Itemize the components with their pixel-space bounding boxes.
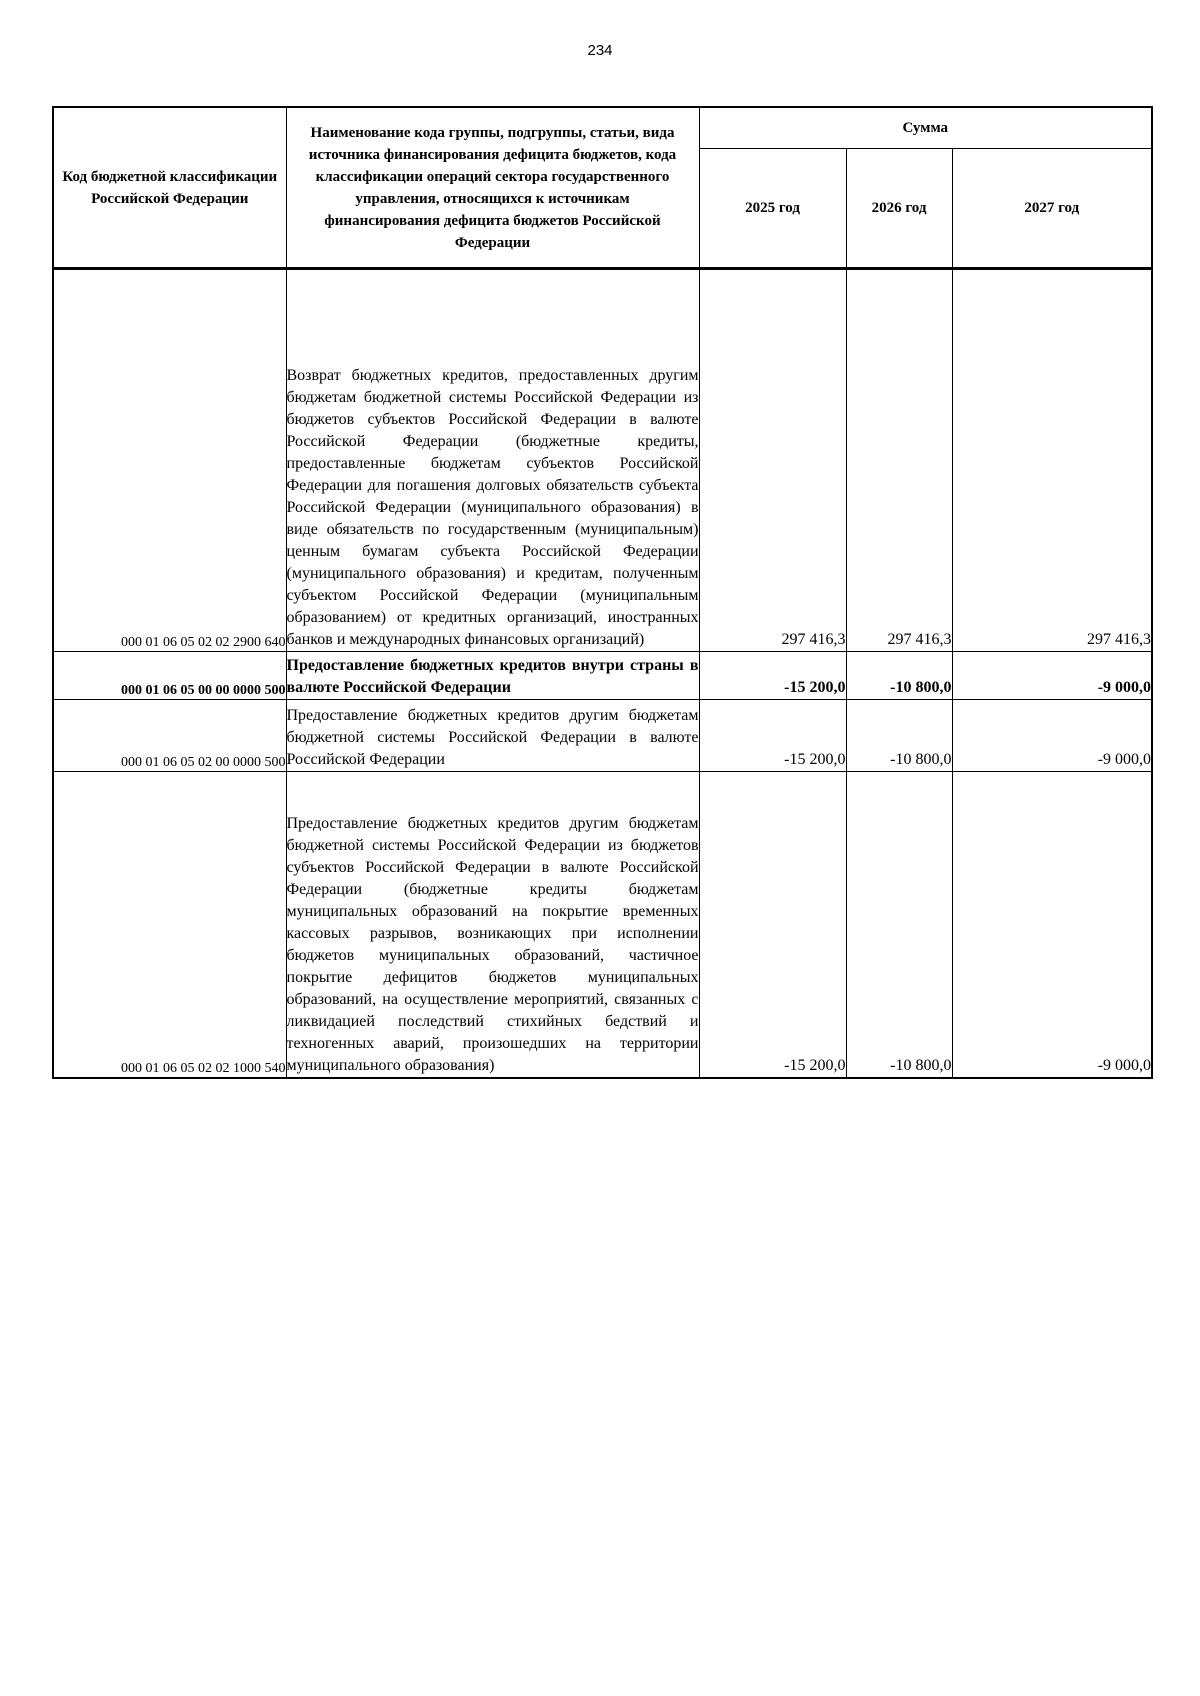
row-code: 000 01 06 05 02 02 1000 540 bbox=[53, 772, 286, 1078]
header-sum: Сумма bbox=[699, 107, 1152, 149]
row-description: Предоставление бюджетных кредитов другим бюджетам бюджетной системы Российской Федерации в валюте Российской Федерации bbox=[286, 700, 699, 772]
row-description: Предоставление бюджетных кредитов внутри страны в валюте Российской Федерации bbox=[286, 652, 699, 700]
row-code: 000 01 06 05 00 00 0000 500 bbox=[53, 652, 286, 700]
header-name: Наименование кода группы, подгруппы, статьи, вида источника финансирования дефицита бюджетов, кода классификации операций сектора государственного управления, относящихся к источникам финансирования дефицита бюджетов Российской Федерации bbox=[286, 107, 699, 269]
row-value-2025: -15 200,0 bbox=[699, 652, 846, 700]
row-description: Предоставление бюджетных кредитов другим бюджетам бюджетной системы Российской Федерации из бюджетов субъектов Российской Федерации в валюте Российской Федерации (бюджетные кредиты бюджетам муниципальных образований на покрытие временных кассовых разрывов, возникающих при исполнении бюджетов муниципальных образований, частичное покрытие дефицитов бюджетов муниципальных образований, на осуществление мероприятий, связанных с ликвидацией последствий стихийных бедствий и техногенных аварий, произошедших на территории муниципального образования) bbox=[286, 772, 699, 1078]
row-value-2025: 297 416,3 bbox=[699, 269, 846, 652]
row-value-2027: -9 000,0 bbox=[952, 700, 1152, 772]
header-year-2025: 2025 год bbox=[699, 149, 846, 269]
header-code: Код бюджетной классификации Российской Федерации bbox=[53, 107, 286, 269]
row-value-2027: -9 000,0 bbox=[952, 772, 1152, 1078]
header-year-2027: 2027 год bbox=[952, 149, 1152, 269]
row-value-2025: -15 200,0 bbox=[699, 772, 846, 1078]
row-value-2027: -9 000,0 bbox=[952, 652, 1152, 700]
row-value-2026: -10 800,0 bbox=[846, 772, 952, 1078]
table-row bbox=[53, 772, 1152, 1078]
row-value-2026: -10 800,0 bbox=[846, 700, 952, 772]
row-code: 000 01 06 05 02 00 0000 500 bbox=[53, 700, 286, 772]
row-value-2026: -10 800,0 bbox=[846, 652, 952, 700]
table-row bbox=[53, 269, 1152, 652]
row-value-2026: 297 416,3 bbox=[846, 269, 952, 652]
table-row bbox=[53, 652, 1152, 700]
row-value-2027: 297 416,3 bbox=[952, 269, 1152, 652]
table-row bbox=[53, 700, 1152, 772]
row-code: 000 01 06 05 02 02 2900 640 bbox=[53, 269, 286, 652]
row-value-2025: -15 200,0 bbox=[699, 700, 846, 772]
page-number: 234 bbox=[587, 42, 613, 59]
row-description: Возврат бюджетных кредитов, предоставленных другим бюджетам бюджетной системы Российской Федерации из бюджетов субъектов Российской Федерации в валюте Российской Федерации (бюджетные кредиты, предоставленные бюджетам субъектов Российской Федерации для погашения долговых обязательств субъекта Российской Федерации (муниципального образования) в виде обязательств по государственным (муниципальным) ценным бумагам субъекта Российской Федерации (муниципального образования) и кредитам, полученным субъектом Российской Федерации (муниципальным образованием) от кредитных организаций, иностранных банков и международных финансовых организаций) bbox=[286, 269, 699, 652]
budget-sources-table bbox=[52, 106, 1153, 1079]
header-year-2026: 2026 год bbox=[846, 149, 952, 269]
